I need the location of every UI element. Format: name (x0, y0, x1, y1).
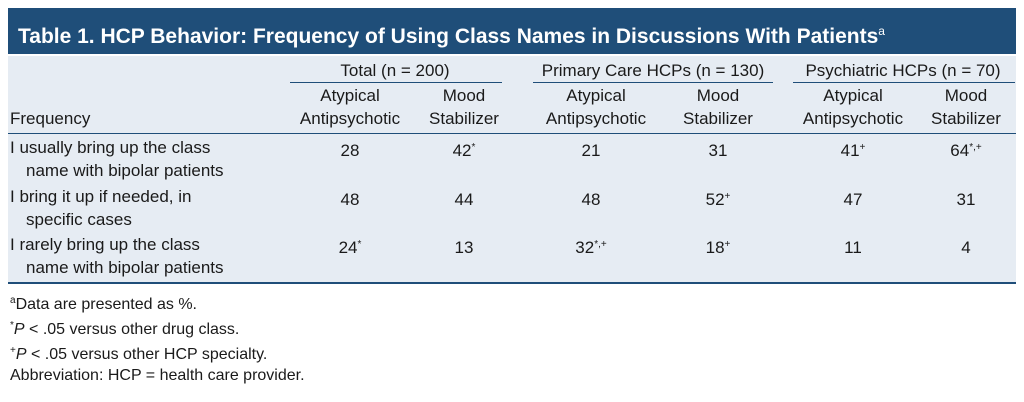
group-header-total: Total (n = 200) (340, 61, 450, 80)
table-cell: 48 (340, 190, 360, 209)
table-cell: 28 (340, 141, 360, 160)
subheader-total-ms: Mood Stabilizer (429, 86, 499, 128)
group-header-psychiatric: Psychiatric HCPs (n = 70) (805, 61, 1001, 80)
table-title (8, 8, 1016, 54)
table-cell: 24* (338, 238, 362, 257)
row-label: I rarely bring up the class name with bipolar patients (10, 235, 224, 277)
table-cell: 52+ (705, 190, 731, 209)
footnote-a: $^a$Data are presented as %. (10, 295, 197, 313)
footnote-star: *P < .05 versus other drug class. (10, 320, 240, 338)
stub-header: Frequency (10, 109, 91, 128)
group-header-primary-care: Primary Care HCPs (n = 130) (541, 61, 765, 80)
table-cell: 4 (961, 238, 971, 257)
table-cell: 31 (956, 190, 976, 209)
row-label: I bring it up if needed, in specific cases (10, 187, 192, 229)
table-cell: 41+ (840, 141, 866, 160)
title-footnote-mark: a (878, 24, 885, 38)
table-cell: 42* (452, 141, 476, 160)
subheader-total-aa: Atypical Antipsychotic (299, 86, 401, 128)
group-rule-primary-care (533, 82, 773, 83)
table-cell: 64*,+ (950, 141, 982, 160)
table-cell: 48 (581, 190, 601, 209)
table-cell: 47 (843, 190, 863, 209)
table-cell: 11 (844, 238, 862, 257)
data-table (8, 56, 1016, 284)
group-rule-total (290, 82, 502, 83)
subheader-primary-aa: Atypical Antipsychotic (545, 86, 647, 128)
table-cell: 32*,+ (575, 238, 607, 257)
subheader-primary-ms: Mood Stabilizer (683, 86, 753, 128)
footnote-abbreviation: Abbreviation: HCP = health care provider. (10, 367, 305, 384)
subheader-psych-ms: Mood Stabilizer (931, 86, 1001, 128)
table-cell: 44 (454, 190, 474, 209)
table-cell: 21 (581, 141, 601, 160)
row-label: I usually bring up the class name with bipolar patients (10, 138, 224, 180)
footnotes (10, 290, 305, 386)
table-cell: 13 (454, 238, 474, 257)
header-rule (8, 133, 1016, 134)
subheader-psych-aa: Atypical Antipsychotic (802, 86, 904, 128)
footnote-plus: +P < .05 versus other HCP specialty. (10, 345, 268, 363)
table-cell: 31 (708, 141, 728, 160)
table-cell: 18+ (705, 238, 731, 257)
group-rule-psychiatric (793, 82, 1015, 83)
table-title-text: Table 1. HCP Behavior: Frequency of Using Class Names in Discussions With Patients (18, 25, 879, 48)
bottom-rule (8, 282, 1016, 284)
